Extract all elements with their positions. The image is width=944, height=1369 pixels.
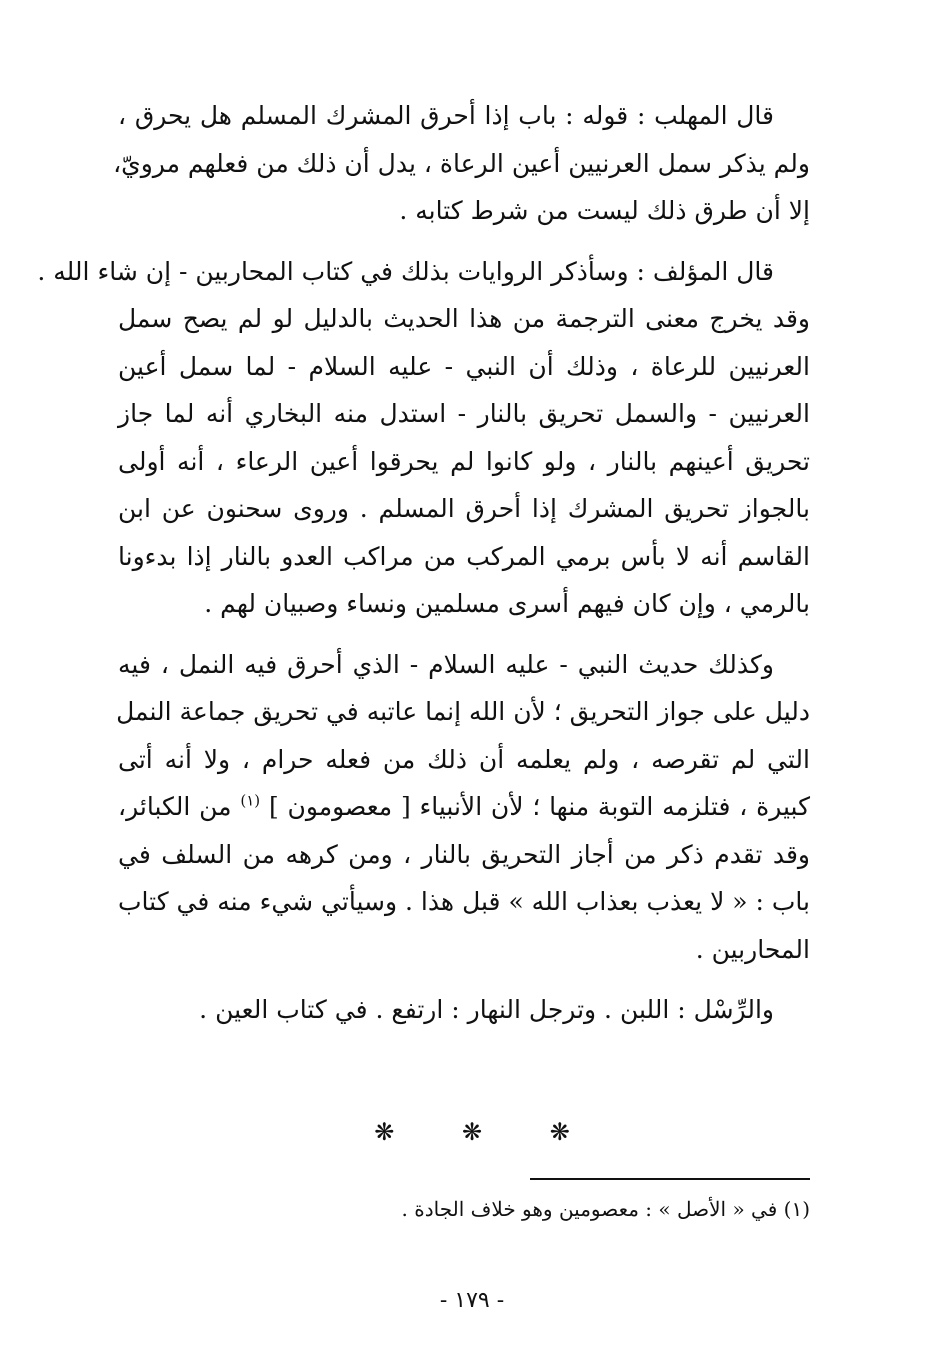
text-line: بالرمي ، وإن كان فيهم أسرى مسلمين ونساء وصبيان لهم . bbox=[204, 589, 810, 618]
paragraph-2 bbox=[37, 248, 810, 628]
text-line: قال المهلب : قوله : باب إذا أحرق المشرك المسلم هل يحرق ، bbox=[118, 101, 774, 130]
text-line: وكذلك حديث النبي - عليه السلام - الذي أحرق فيه النمل ، فيه bbox=[118, 649, 774, 679]
paragraph-1 bbox=[113, 92, 810, 235]
text-line: والرِّسْل : اللبن . وترجل النهار : ارتفع . في كتاب العين . bbox=[199, 995, 774, 1024]
star-icon: ❋ bbox=[549, 1118, 570, 1146]
paragraph-4 bbox=[118, 986, 810, 1034]
text-line: دليل على جواز التحريق ؛ لأن الله إنما عاتبه في تحريق جماعة النمل bbox=[116, 697, 810, 726]
footnote-divider bbox=[530, 1178, 810, 1180]
text-line: العرنيين للرعاة ، وذلك أن النبي - عليه السلام - لما سمل أعين bbox=[118, 351, 810, 381]
text-line: بالجواز تحريق المشرك إذا أحرق المسلم . وروى سحنون عن ابن bbox=[118, 494, 810, 523]
text-line: باب : « لا يعذب بعذاب الله » قبل هذا . وسيأتي شيء منه في كتاب bbox=[118, 887, 810, 916]
text-line: وقد يخرج معنى الترجمة من هذا الحديث بالدليل لو لم يصح سمل bbox=[118, 304, 810, 333]
text-line: إلا أن طرق ذلك ليست من شرط كتابه . bbox=[399, 196, 810, 225]
text-line: تحريق أعينهم بالنار ، ولو كانوا لم يحرقوا أعين الرعاء ، أنه أولى bbox=[118, 446, 810, 476]
text-line: ولم يذكر سمل العرنيين أعين الرعاة ، يدل أن ذلك من فعلهم مرويّ، bbox=[113, 148, 810, 178]
text-line: قال المؤلف : وسأذكر الروايات بذلك في كتاب المحاربين - إن شاء الله . bbox=[37, 256, 774, 286]
star-icon: ❋ bbox=[461, 1118, 483, 1146]
section-separator bbox=[0, 1118, 944, 1146]
text-line: المحاربين . bbox=[695, 934, 810, 964]
star-icon: ❋ bbox=[374, 1118, 395, 1146]
footnote-reference: (١) bbox=[240, 791, 261, 810]
main-text bbox=[37, 92, 810, 1034]
footnote: (١) في « الأصل » : معصومين وهو خلاف الجادة . bbox=[401, 1197, 810, 1221]
text-line: كبيرة ، فتلزمه التوبة منها ؛ لأن الأنبياء [ معصومون ] $^{(١)}$ من الكبائر، bbox=[118, 791, 810, 821]
text-line: القاسم أنه لا بأس برمي المركب من مراكب العدو بالنار إذا بدءونا bbox=[118, 541, 810, 571]
page-number: - ١٧٩ - bbox=[439, 1288, 505, 1313]
text-line: وقد تقدم ذكر من أجاز التحريق بالنار ، ومن كرهه من السلف في bbox=[118, 839, 810, 869]
text-line: التي لم تقرصه ، ولم يعلمه أن ذلك من فعله حرام ، ولا أنه أتى bbox=[118, 744, 810, 774]
text-line: العرنيين - والسمل تحريق بالنار - استدل منه البخاري أنه لما جاز bbox=[118, 399, 810, 428]
paragraph-3 bbox=[118, 641, 810, 974]
